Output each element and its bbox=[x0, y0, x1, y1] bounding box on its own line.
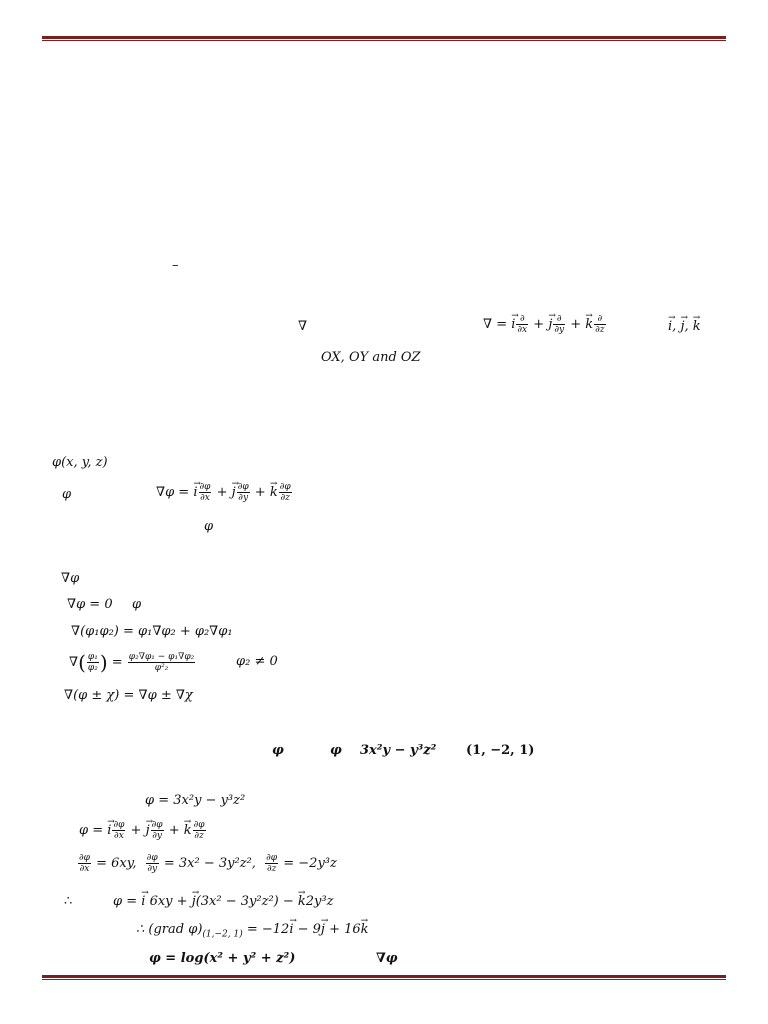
partial-z-value: = −2y³z bbox=[283, 856, 337, 871]
exercise-target: ∇φ bbox=[376, 951, 398, 966]
solution-function: φ = 3x²y − y³z² bbox=[145, 793, 246, 808]
solution-partials: $\frac{\partial\varphi}{\partial x}$ = 6xy, $\frac{\partial\varphi}{\partial y}$ = 3x² − 3y²z², $\frac{\partial\varphi}{\partial z}$ = −2y³z bbox=[79, 853, 337, 874]
property-zero: ∇φ = 0 bbox=[67, 597, 113, 612]
footer-rule bbox=[42, 975, 726, 980]
phi-symbol: φ bbox=[62, 487, 72, 502]
property-product: ∇(φ₁φ₂) = φ₁∇φ₂ + φ₂∇φ₁ bbox=[71, 624, 233, 639]
grad-lhs: ∇φ = bbox=[156, 485, 194, 500]
partial-y-value: = 3x² − 3y²z², bbox=[163, 856, 256, 871]
quotient-nabla: ∇ bbox=[69, 655, 79, 670]
axes-text: OX, OY and OZ bbox=[321, 350, 421, 365]
header-rule bbox=[42, 36, 726, 41]
example-phi-2: φ bbox=[330, 743, 342, 758]
partial-x-value: = 6xy, bbox=[96, 856, 137, 871]
example-function: 3x²y − y³z² bbox=[360, 743, 437, 758]
solution-gradient: φ = → i $\frac{\partial\varphi}{\partial x}$ + → j $\frac{\partial\varphi}{\partial y}$ + → k $\frac{\partial\varphi}{\partial z}$ bbox=[79, 820, 207, 841]
therefore-symbol: ∴ bbox=[64, 894, 73, 909]
gradient-definition: ∇φ = → i $\frac{\partial\varphi}{\partial x}$ + → j $\frac{\partial\varphi}{\partial y}$ + → k $\frac{\partial\varphi}{\partial z}$ bbox=[156, 482, 293, 503]
dash-symbol: – bbox=[172, 258, 179, 273]
nabla-symbol: ∇ bbox=[298, 319, 308, 334]
solution-substituted: φ = → i 6xy + → j(3x² − 3y²z²) − → k2y³z bbox=[113, 894, 333, 910]
solution-grad-lhs: φ = bbox=[79, 823, 108, 838]
property-quotient-condition: φ₂ ≠ 0 bbox=[236, 654, 278, 669]
phi-xyz: φ(x, y, z) bbox=[52, 455, 108, 470]
property-quotient: ∇( $\frac{\text{φ₁}}{\text{φ₂}}$ ) = $\frac{\text{φ₂∇φ₁ − φ₁∇φ₂}}{\text{φ²₂}}$ bbox=[69, 650, 195, 675]
unit-vectors: → i, → j, → k bbox=[668, 319, 701, 335]
example-phi-1: φ bbox=[272, 743, 284, 758]
property-grad-phi: ∇φ bbox=[61, 571, 80, 586]
result-point: (1,−2, 1) bbox=[202, 929, 243, 940]
property-zero-phi: φ bbox=[132, 597, 142, 612]
solution-result: ∴ (grad $\varphi)_{(1,-2, 1)} = -12\to i - 9\to j + 16\to k$ bbox=[136, 922, 369, 938]
example-point: (1, −2, 1) bbox=[466, 743, 535, 758]
phi-note: φ bbox=[204, 519, 214, 534]
nabla-def-lhs: ∇ = bbox=[483, 317, 512, 332]
nabla-definition: ∇ = → i $\frac{\partial}{\partial x}$ + → j $\frac{\partial}{\partial y}$ + → k $\frac{\partial}{\partial z}$ bbox=[483, 314, 607, 335]
exercise-function: φ = log(x² + y² + z²) bbox=[149, 951, 296, 966]
property-sum: ∇(φ ± χ) = ∇φ ± ∇χ bbox=[64, 688, 193, 703]
result-lhs: ∴ (grad φ) bbox=[136, 922, 203, 937]
